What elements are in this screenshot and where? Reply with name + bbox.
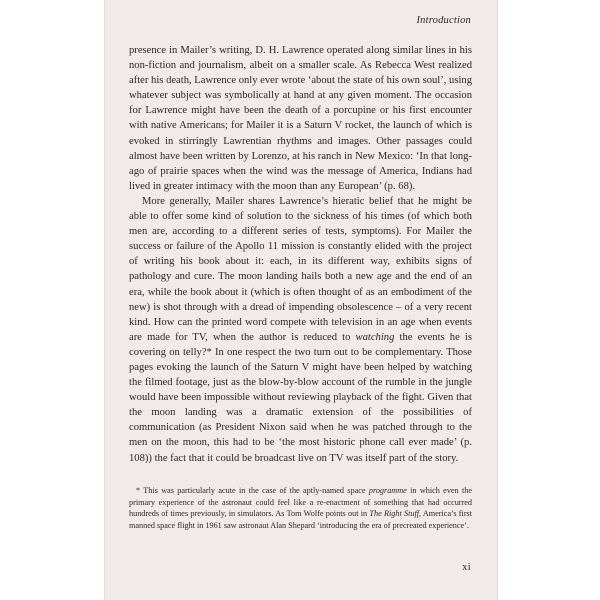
paragraph xyxy=(129,43,472,194)
book-title: The Right Stuff xyxy=(369,509,420,519)
emphasis-text: watching xyxy=(355,331,395,343)
text-run: in which even the primary experience of the astronaut could feel like a re-enactment of something that had occurred hundreds of times previously, in simulators. As Tom Wolfe points out in xyxy=(129,486,472,519)
page-number: xi xyxy=(462,562,471,573)
text-run: * This was particularly acute in the case of the aptly-named space xyxy=(136,486,369,495)
running-head: Introduction xyxy=(416,15,471,26)
body-text xyxy=(129,43,472,466)
text-run: , America’s first manned space flight in 1961 saw astronaut Alan Shepard ‘introducing the era of precreated experience’. xyxy=(129,509,473,530)
text-run: presence in Mailer’s writing, D. H. Lawrence operated along similar lines in his non-fiction and journalism, albeit on a smaller scale. As Rebecca West realized after his death, Lawrence only ever wrote ‘about the state of his own soul’, using whatever subject was symbolically at hand at any given moment. The occasion for Lawrence might have been the death of a porcupine or his first encounter with native Americans; for Mailer it is a Saturn V rocket, the launch of which is evoked in stirringly Lawrentian rhythms and images. Other passages could almost have been written by Lorenzo, at his ranch in New Mexico: ‘In that long-ago of prairie spaces when the wind was the message of America, Indians had lived in greater intimacy with the moon than any European’ (p. 68). xyxy=(129,45,473,192)
text-run: More generally, Mailer shares Lawrence’s hieratic belief that he might be able to offer some kind of solution to the sickness of his times (of which both men are, according to a different series of tests, symptoms). For Mailer the success or failure of the Apollo 11 mission is constantly elided with the project of writing his book about it: each, in its different way, exhibits signs of pathology and cure. The moon landing hails both a new age and the end of an era, while the book about it (which is often thought of as an embodiment of the new) is shot through with a dread of impending obsolescence – of a very recent kind. How can the printed word compete with television in an age when events are made for TV, when the author is reduced to xyxy=(129,195,472,343)
paragraph xyxy=(129,194,472,466)
book-page xyxy=(105,0,497,600)
text-run: the events he is covering on telly?* In one respect the two turn out to be complementary. Those pages evoking the launch of the Saturn V might have been helped by watching the filmed footage, just as the blow-by-blow account of the rumble in the jungle would have been impossible without reviewing playback of the fight. Given that the moon landing was a dramatic extension of the possibilities of communication (as President Nixon said when he was patched through to the men on the moon, this had to be ‘the most historic phone call ever made’ (p. 108)) the fact that it could be broadcast live on TV was itself part of the story. xyxy=(129,331,472,464)
footnote xyxy=(129,485,472,531)
emphasis-text: programme xyxy=(368,486,407,495)
